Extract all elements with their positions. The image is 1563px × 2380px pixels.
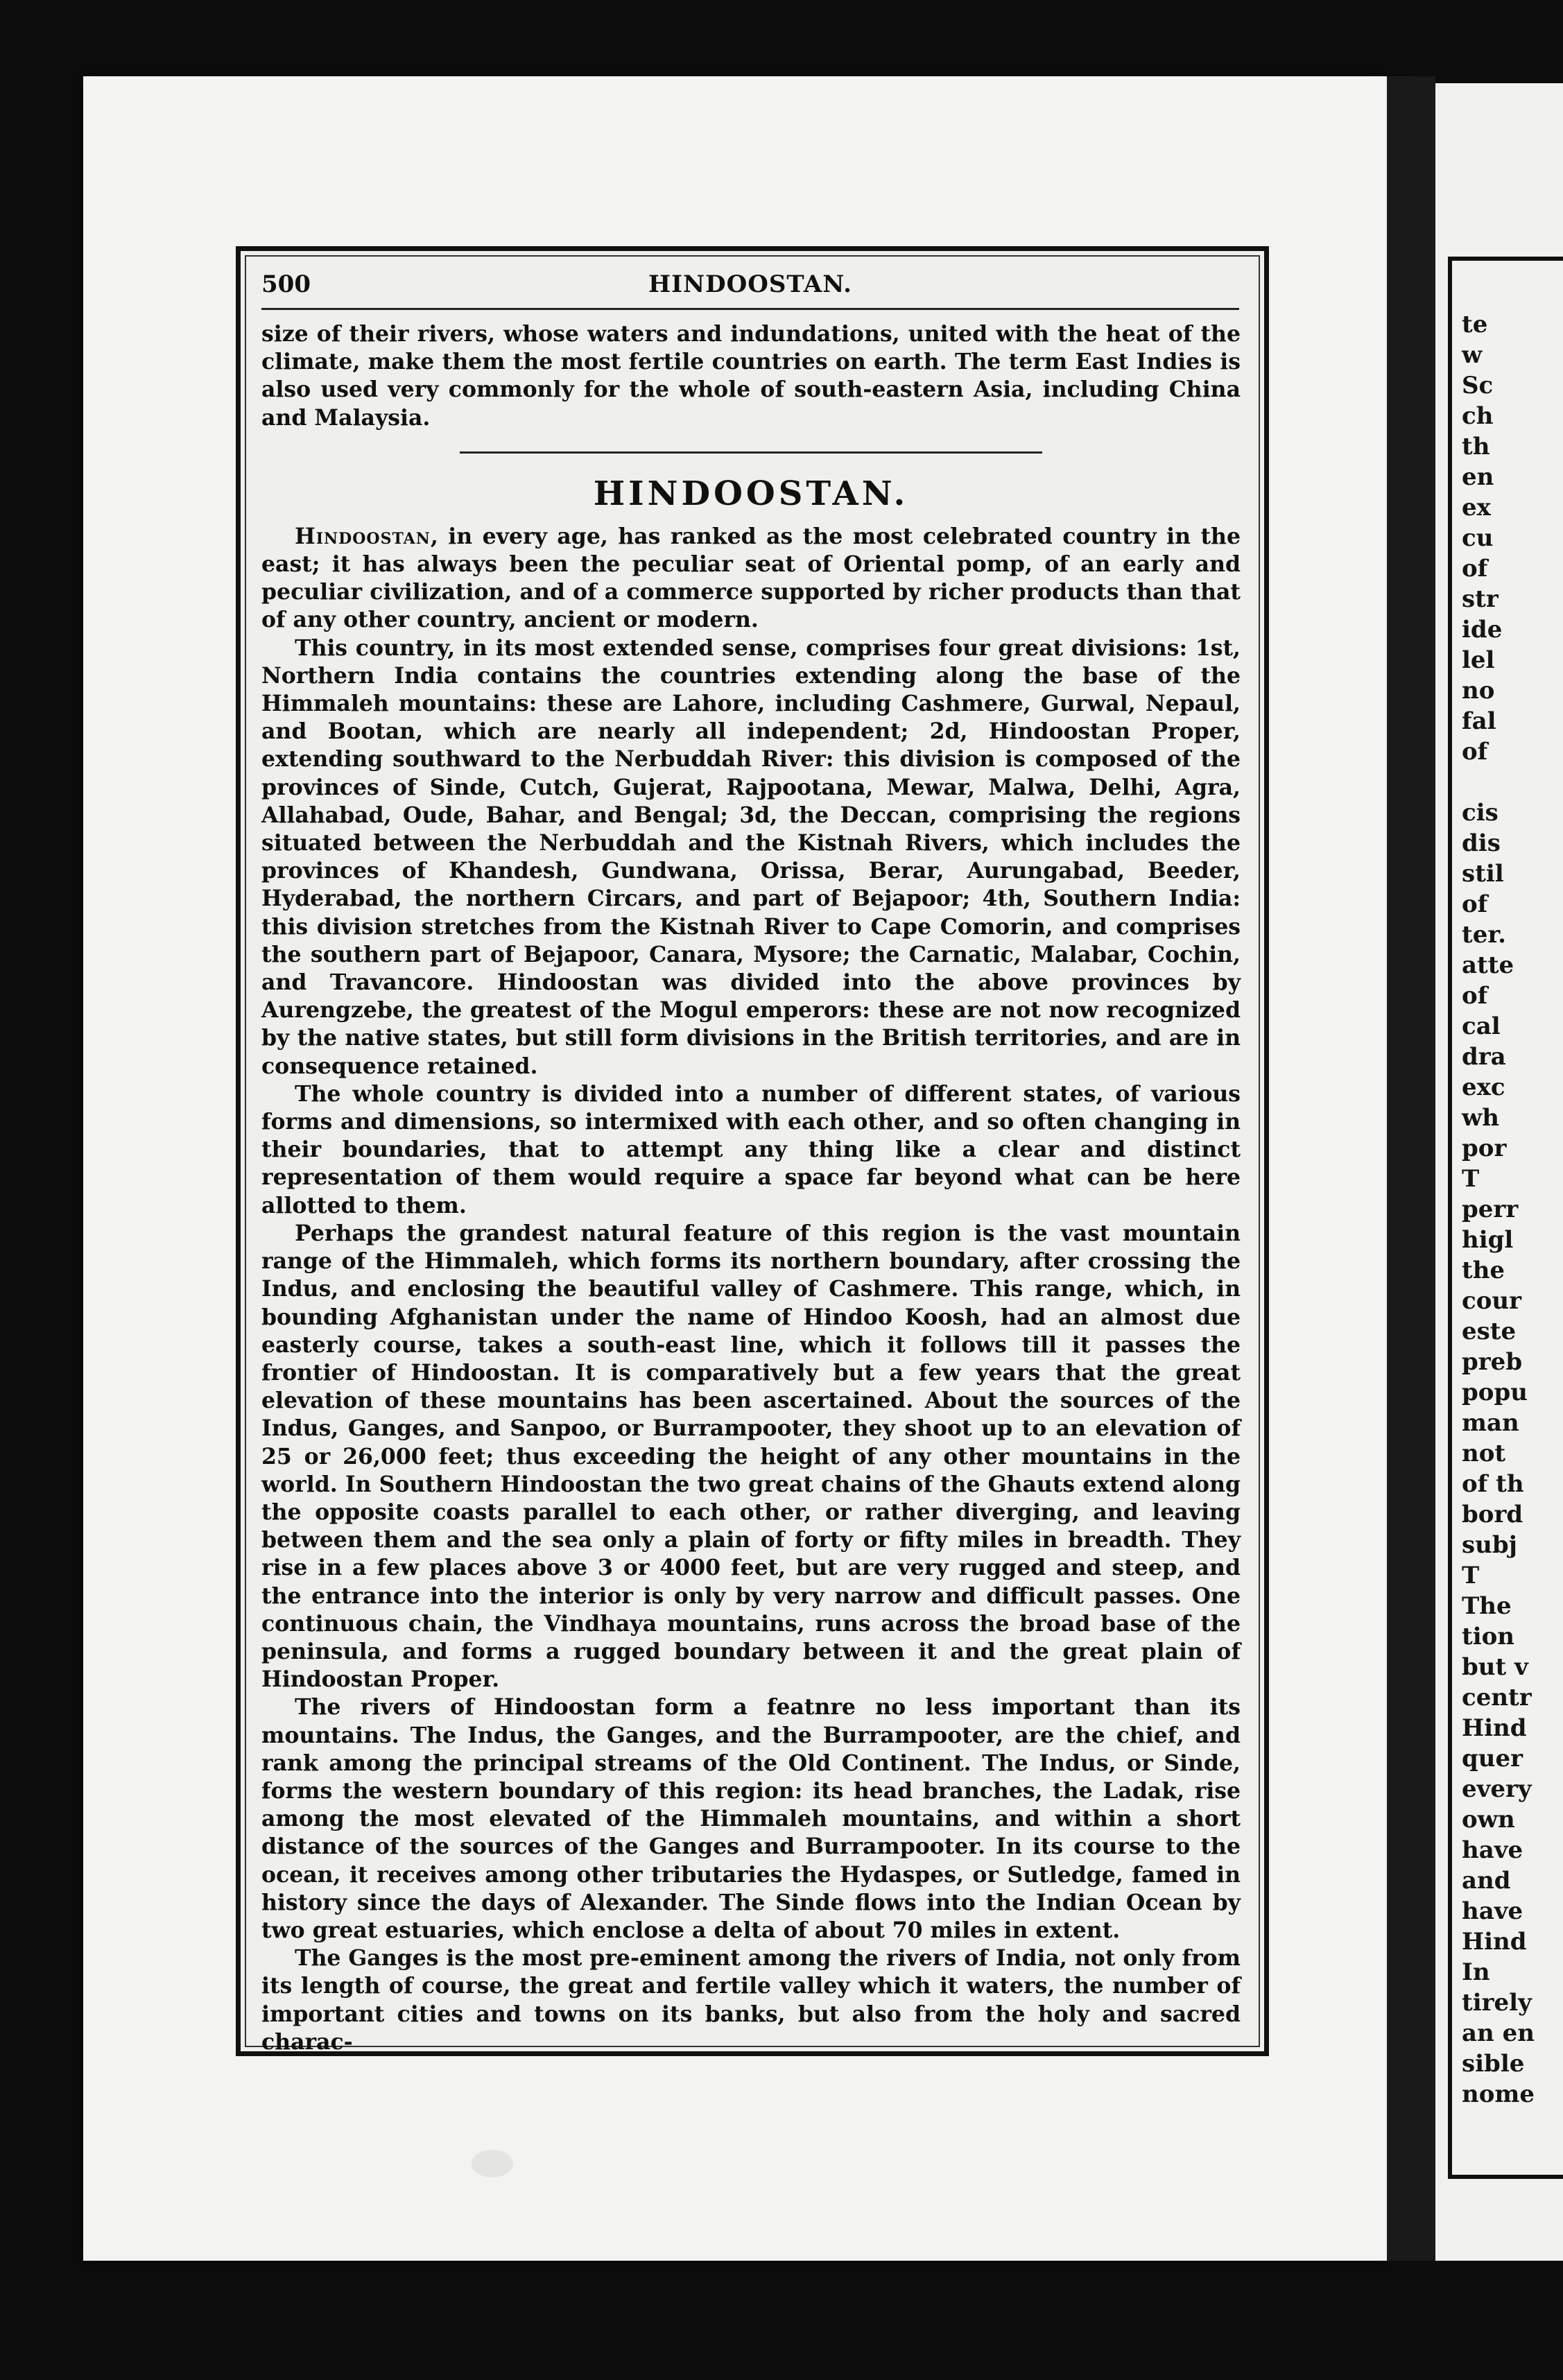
running-head [261, 270, 1239, 305]
page-number: 500 [261, 270, 311, 298]
facing-page-line [1462, 767, 1535, 797]
facing-page-line: tion [1462, 1623, 1515, 1650]
facing-page-line: of [1462, 555, 1488, 583]
facing-page-line: T [1462, 1165, 1480, 1193]
facing-page-line: In [1462, 1958, 1490, 1986]
facing-page-line: an en [1462, 2019, 1535, 2047]
facing-page-line: ex [1462, 494, 1491, 521]
facing-page-line: centr [1462, 1684, 1532, 1711]
facing-page-line: popu [1462, 1379, 1528, 1406]
facing-page-line: of th [1462, 1470, 1524, 1498]
section-divider [460, 451, 1042, 454]
facing-page-line: subj [1462, 1531, 1517, 1559]
facing-page-line: no [1462, 677, 1495, 705]
facing-page-line: te [1462, 311, 1488, 338]
facing-page-line: of [1462, 982, 1488, 1010]
paragraph-6: The Ganges is the most pre-eminent among the rivers of India, not only from its length of course, the great and fertile valley which it waters, the number of important cities and towns on its banks, but also from the holy and sacred charac- [261, 1945, 1241, 2055]
paragraph-5: The rivers of Hindoostan form a featnre no less important than its mountains. The Indus, the Ganges, and the Burrampooter, are the chief, and rank among the principal streams of the Old Continent. The Indus, or Sinde, forms the western boundary of this region: its head branches, the Ladak, rise among the most elevated of the Himmaleh mountains, and within a short distance of the sources of the Ganges and Burrampooter. In its course to the ocean, it receives among other tributaries the Hydaspes, or Sutledge, famed in history since the days of Alexander. The Sinde flows into the Indian Ocean by two great estuaries, which enclose a delta of about 70 miles in extent. [261, 1694, 1241, 1943]
facing-page-line: dra [1462, 1043, 1506, 1071]
page-frame [236, 246, 1269, 2056]
facing-page-line: cal [1462, 1012, 1501, 1040]
facing-page-text [1462, 309, 1535, 2110]
facing-page-line: wh [1462, 1104, 1499, 1132]
facing-page-line: bord [1462, 1501, 1523, 1528]
paper-stain [472, 2150, 513, 2178]
facing-page-line: but v [1462, 1653, 1528, 1681]
facing-page-line: perr [1462, 1196, 1519, 1223]
paragraph-4: Perhaps the grandest natural feature of this region is the vast mountain range of the Himmaleh, which forms its northern boundary, after crossing the Indus, and enclosing the beautiful valley of Cashmere. This range, which, in bounding Afghanistan under the name of Hindoo Koosh, had an almost due easterly course, takes a south-east line, which it follows till it passes the frontier of Hindoostan. It is comparatively but a few years that the great elevation of these mountains has been ascertained. About the sources of the Indus, Ganges, and Sanpoo, or Burrampooter, they shoot up to an elevation of 25 or 26,000 feet; thus exceeding the height of any other mountains in the world. In Southern Hindoostan the two great chains of the Ghauts extend along the opposite coasts parallel to each other, or rather diverging, and leaving between them and the sea only a plain of forty or fifty miles in breadth. They rise in a few places above 3 or 4000 feet, but are very rugged and steep, and the entrance into the interior is only by very narrow and difficult passes. One continuous chain, the Vindhaya mountains, runs across the broad base of the peninsula, and forms a rugged boundary between it and the great plain of Hindoostan Proper. [261, 1220, 1241, 1693]
facing-page-line: cu [1462, 524, 1494, 552]
header-rule [261, 308, 1239, 310]
facing-page-line: higl [1462, 1226, 1514, 1254]
facing-page-frame [1448, 257, 1563, 2179]
facing-page-line: cour [1462, 1287, 1522, 1315]
paragraph-2: This country, in its most extended sense, comprises four great divisions: 1st, Northern India contains the countries extending along the base of the Himmaleh mountains: these are Lahore, including Cashmere, Gurwal, Nepaul, and Bootan, which are nearly all independent; 2d, Hindoostan Proper, extending southward to the Nerbuddah River: this division is composed of the provinces of Sinde, Cutch, Gujerat, Rajpootana, Mewar, Malwa, Delhi, Agra, Allahabad, Oude, Bahar, and Bengal; 3d, the Deccan, comprising the regions situated between the Nerbuddah and the Kistnah Rivers, which includes the provinces of Khandesh, Gundwana, Orissa, Berar, Aurungabad, Beeder, Hyderabad, the northern Circars, and part of Bejapoor; 4th, Southern India: this division stretches from the Kistnah River to Cape Comorin, and comprises the southern part of Bejapoor, Canara, Mysore; the Carnatic, Malabar, Cochin, and Travancore. Hindoostan was divided into the above provinces by Aurengzebe, the greatest of the Mogul emperors: these are not now recognized by the native states, but still form divisions in the British territories, and are in consequence retained. [261, 635, 1241, 1079]
running-title: HINDOOSTAN. [648, 270, 852, 298]
facing-page [1435, 83, 1563, 2261]
facing-page-line: sible [1462, 2050, 1525, 2078]
facing-page-line: T [1462, 1562, 1480, 1589]
paragraph-1 [261, 523, 1241, 635]
facing-page-line: of [1462, 738, 1488, 766]
facing-page-line: Hind [1462, 1714, 1527, 1742]
facing-page-line: of [1462, 890, 1488, 918]
facing-page-line: en [1462, 463, 1494, 491]
facing-page-line: man [1462, 1409, 1519, 1437]
facing-page-line: dis [1462, 829, 1501, 857]
facing-page-line: por [1462, 1135, 1507, 1162]
facing-page-line: ch [1462, 402, 1494, 430]
paragraph-3: The whole country is divided into a number of different states, of various forms and dimensions, so intermixed with each other, and so often changing in their boundaries, that to attempt any thing like a clear and distinct representation of them would require a space far beyond what can be here allotted to them. [261, 1080, 1241, 1218]
facing-page-line: ide [1462, 616, 1503, 644]
facing-page-line: The [1462, 1592, 1512, 1620]
facing-page-line: have [1462, 1836, 1523, 1864]
facing-page-line: cis [1462, 799, 1499, 827]
facing-page-line: lel [1462, 646, 1495, 674]
facing-page-line: ter. [1462, 921, 1506, 949]
facing-page-line: every [1462, 1775, 1532, 1803]
paragraph-1-text: , in every age, has ranked as the most celebrated country in the east; it has always been the peculiar seat of Oriental pomp, of an early and peculiar civilization, and of a commerce supported by richer products than that of any other country, ancient or modern. [261, 523, 1241, 633]
book-gutter [1387, 76, 1435, 2261]
facing-page-line: este [1462, 1318, 1517, 1345]
facing-page-line: and [1462, 1867, 1511, 1895]
facing-page-line: the [1462, 1257, 1505, 1284]
facing-page-line: exc [1462, 1073, 1505, 1101]
facing-page-line: nome [1462, 2080, 1535, 2108]
facing-page-line: not [1462, 1440, 1506, 1467]
facing-page-line: Hind [1462, 1928, 1527, 1956]
facing-page-line: have [1462, 1897, 1523, 1925]
facing-page-line: w [1462, 341, 1483, 369]
body-text [261, 320, 1241, 2056]
facing-page-line: atte [1462, 951, 1514, 979]
section-title: HINDOOSTAN. [593, 474, 909, 513]
facing-page-line: preb [1462, 1348, 1523, 1376]
lead-word: Hindoostan [295, 523, 431, 549]
facing-page-line: own [1462, 1806, 1515, 1834]
intro-paragraph: size of their rivers, whose waters and indundations, united with the heat of the climate, make them the most fertile countries on earth. The term East Indies is also used very commonly for the whole of south-eastern Asia, including China and Malaysia. [261, 321, 1241, 431]
facing-page-line: tirely [1462, 1989, 1532, 2017]
facing-page-line: Sc [1462, 372, 1494, 399]
facing-page-line: stil [1462, 860, 1504, 888]
facing-page-line: fal [1462, 707, 1496, 735]
facing-page-line: quer [1462, 1745, 1523, 1773]
facing-page-line: str [1462, 585, 1499, 613]
facing-page-line: th [1462, 433, 1490, 460]
